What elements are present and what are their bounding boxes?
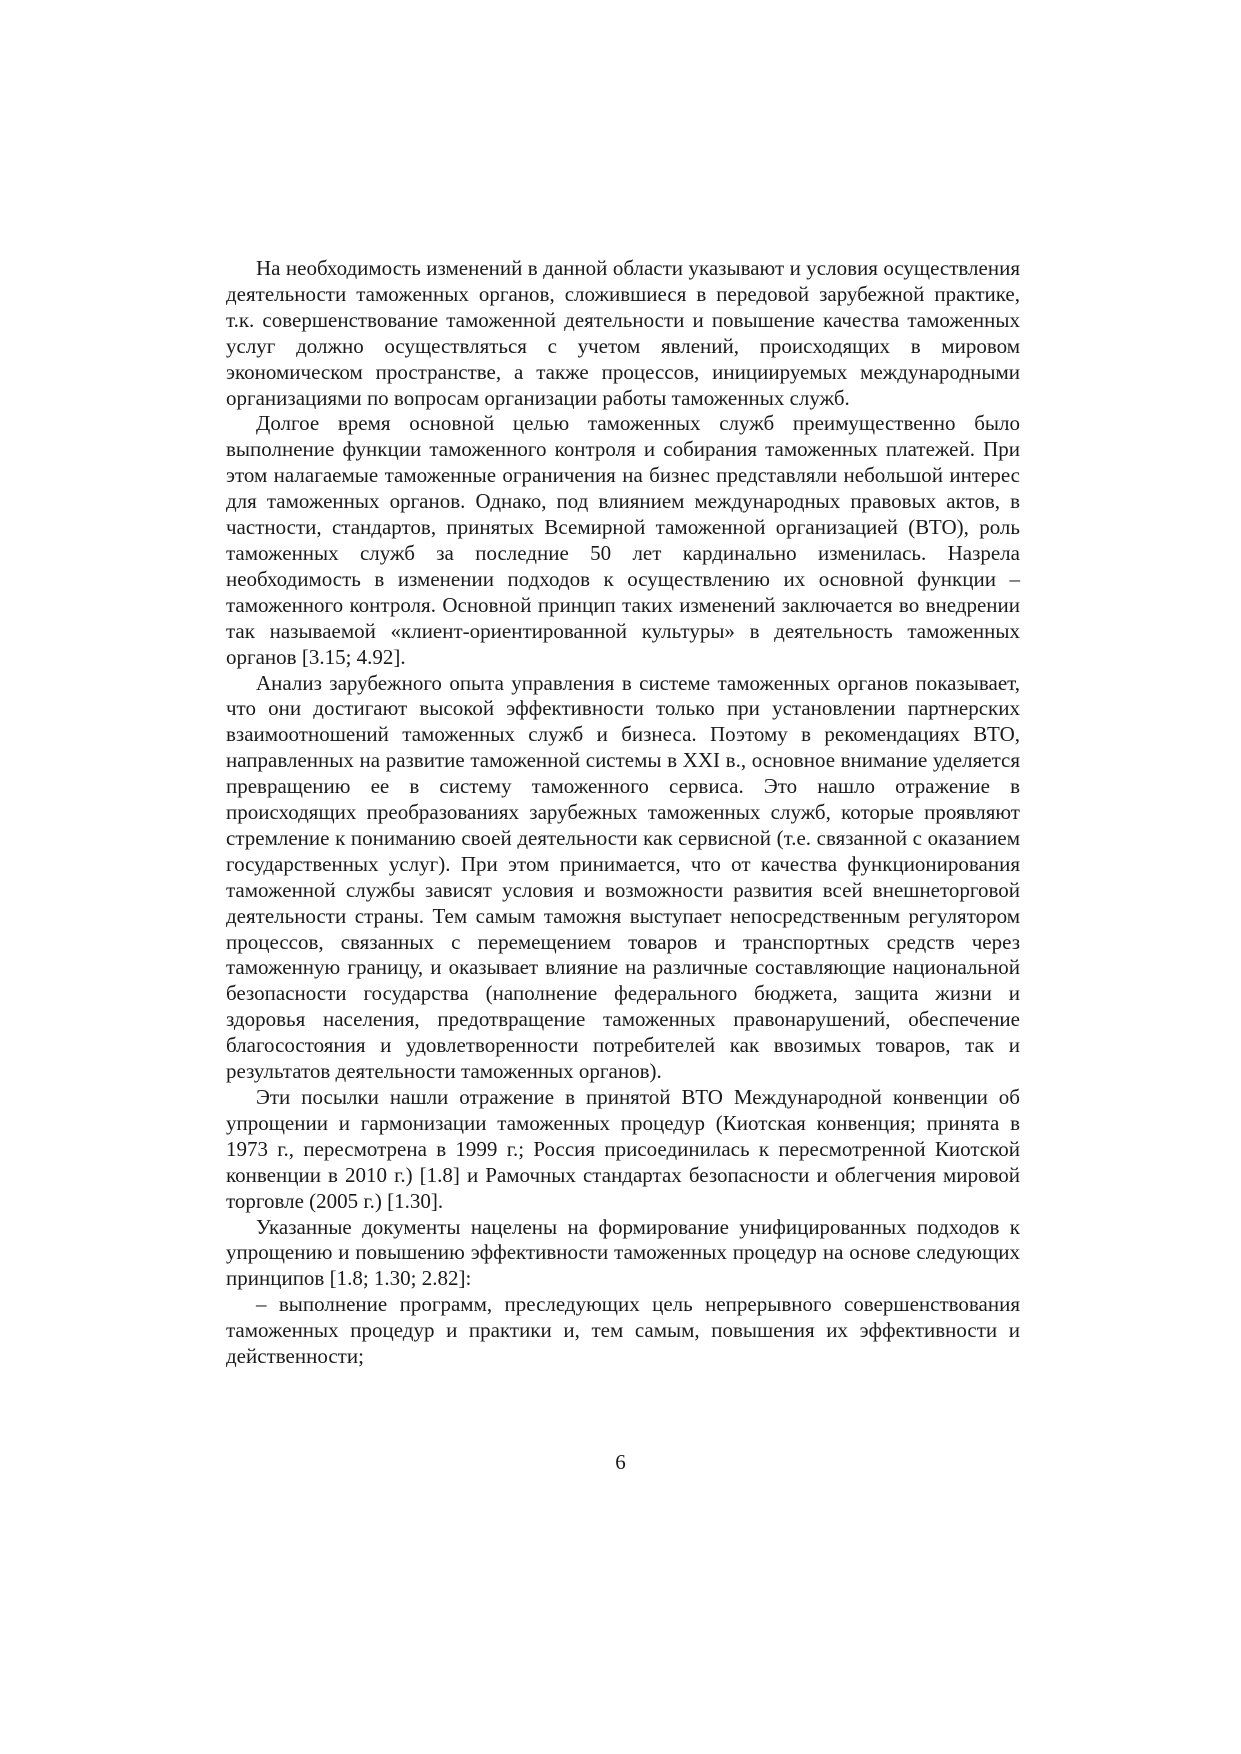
paragraph-1: На необходимость изменений в данной области указывают и условия осуществления деятельности таможенных органов, сложившиеся в передовой зарубежной практике, т.к. совершенствование таможенной деятельности и повышение качества таможенных услуг должно осуществляться с учетом явлений, происходящих в мировом экономическом пространстве, а также процессов, инициируемых международными организациями по вопросам организации работы таможенных служб. <box>226 256 1020 410</box>
paragraph-3: Анализ зарубежного опыта управления в системе таможенных органов показывает, что они достигают высокой эффективности только при установлении партнерских взаимоотношений таможенных служб и бизнеса. Поэтому в рекомендациях ВТО, направленных на развитие таможенной системы в XXI в., основное внимание уделяется превращению ее в систему таможенного сервиса. Это нашло отражение в происходящих преобразованиях зарубежных таможенных служб, которые проявляют стремление к пониманию своей деятельности как сервисной (т.е. связанной с оказанием государственных услуг). При этом принимается, что от качества функционирования таможенной службы зависят условия и возможности развития всей внешнеторговой деятельности страны. Тем самым таможня выступает непосредственным регулятором процессов, связанных с перемещением товаров и транспортных средств через таможенную границу, и оказывает влияние на различные составляющие национальной безопасности государства (наполнение федерального бюджета, защита жизни и здоровья населения, предотвращение таможенных правонарушений, обеспечение благосостояния и удовлетворенности потребителей как ввозимых товаров, так и результатов деятельности таможенных органов). <box>226 670 1020 1084</box>
paragraph-5: Указанные документы нацелены на формирование унифицированных подходов к упрощению и повышению эффективности таможенных процедур на основе следующих принципов [1.8; 1.30; 2.82]: <box>226 1214 1020 1291</box>
page-number: 6 <box>615 1450 626 1474</box>
paragraph-2: Долгое время основной целью таможенных служб преимущественно было выполнение функции таможенного контроля и собирания таможенных платежей. При этом налагаемые таможенные ограничения на бизнес представляли небольшой интерес для таможенных органов. Однако, под влиянием международных правовых актов, в частности, стандартов, принятых Всемирной таможенной организацией (ВТО), роль таможенных служб за последние 50 лет кардинально изменилась. Назрела необходимость в изменении подходов к осуществлению их основной функции – таможенного контроля. Основной принцип таких изменений заключается во внедрении так называемой «клиент-ориентированной культуры» в деятельность таможенных органов [3.15; 4.92]. <box>226 411 1020 669</box>
body-text <box>226 256 1020 1370</box>
paragraph-6: – выполнение программ, преследующих цель непрерывного совершенствования таможенных процедур и практики и, тем самым, повышения их эффективности и действенности; <box>226 1292 1020 1369</box>
paragraph-4: Эти посылки нашли отражение в принятой ВТО Международной конвенции об упрощении и гармонизации таможенных процедур (Киотская конвенция; принята в 1973 г., пересмотрена в 1999 г.; Россия присоединилась к пересмотренной Киотской конвенции в 2010 г.) [1.8] и Рамочных стандартах безопасности и облегчения мировой торговле (2005 г.) [1.30]. <box>226 1085 1020 1213</box>
